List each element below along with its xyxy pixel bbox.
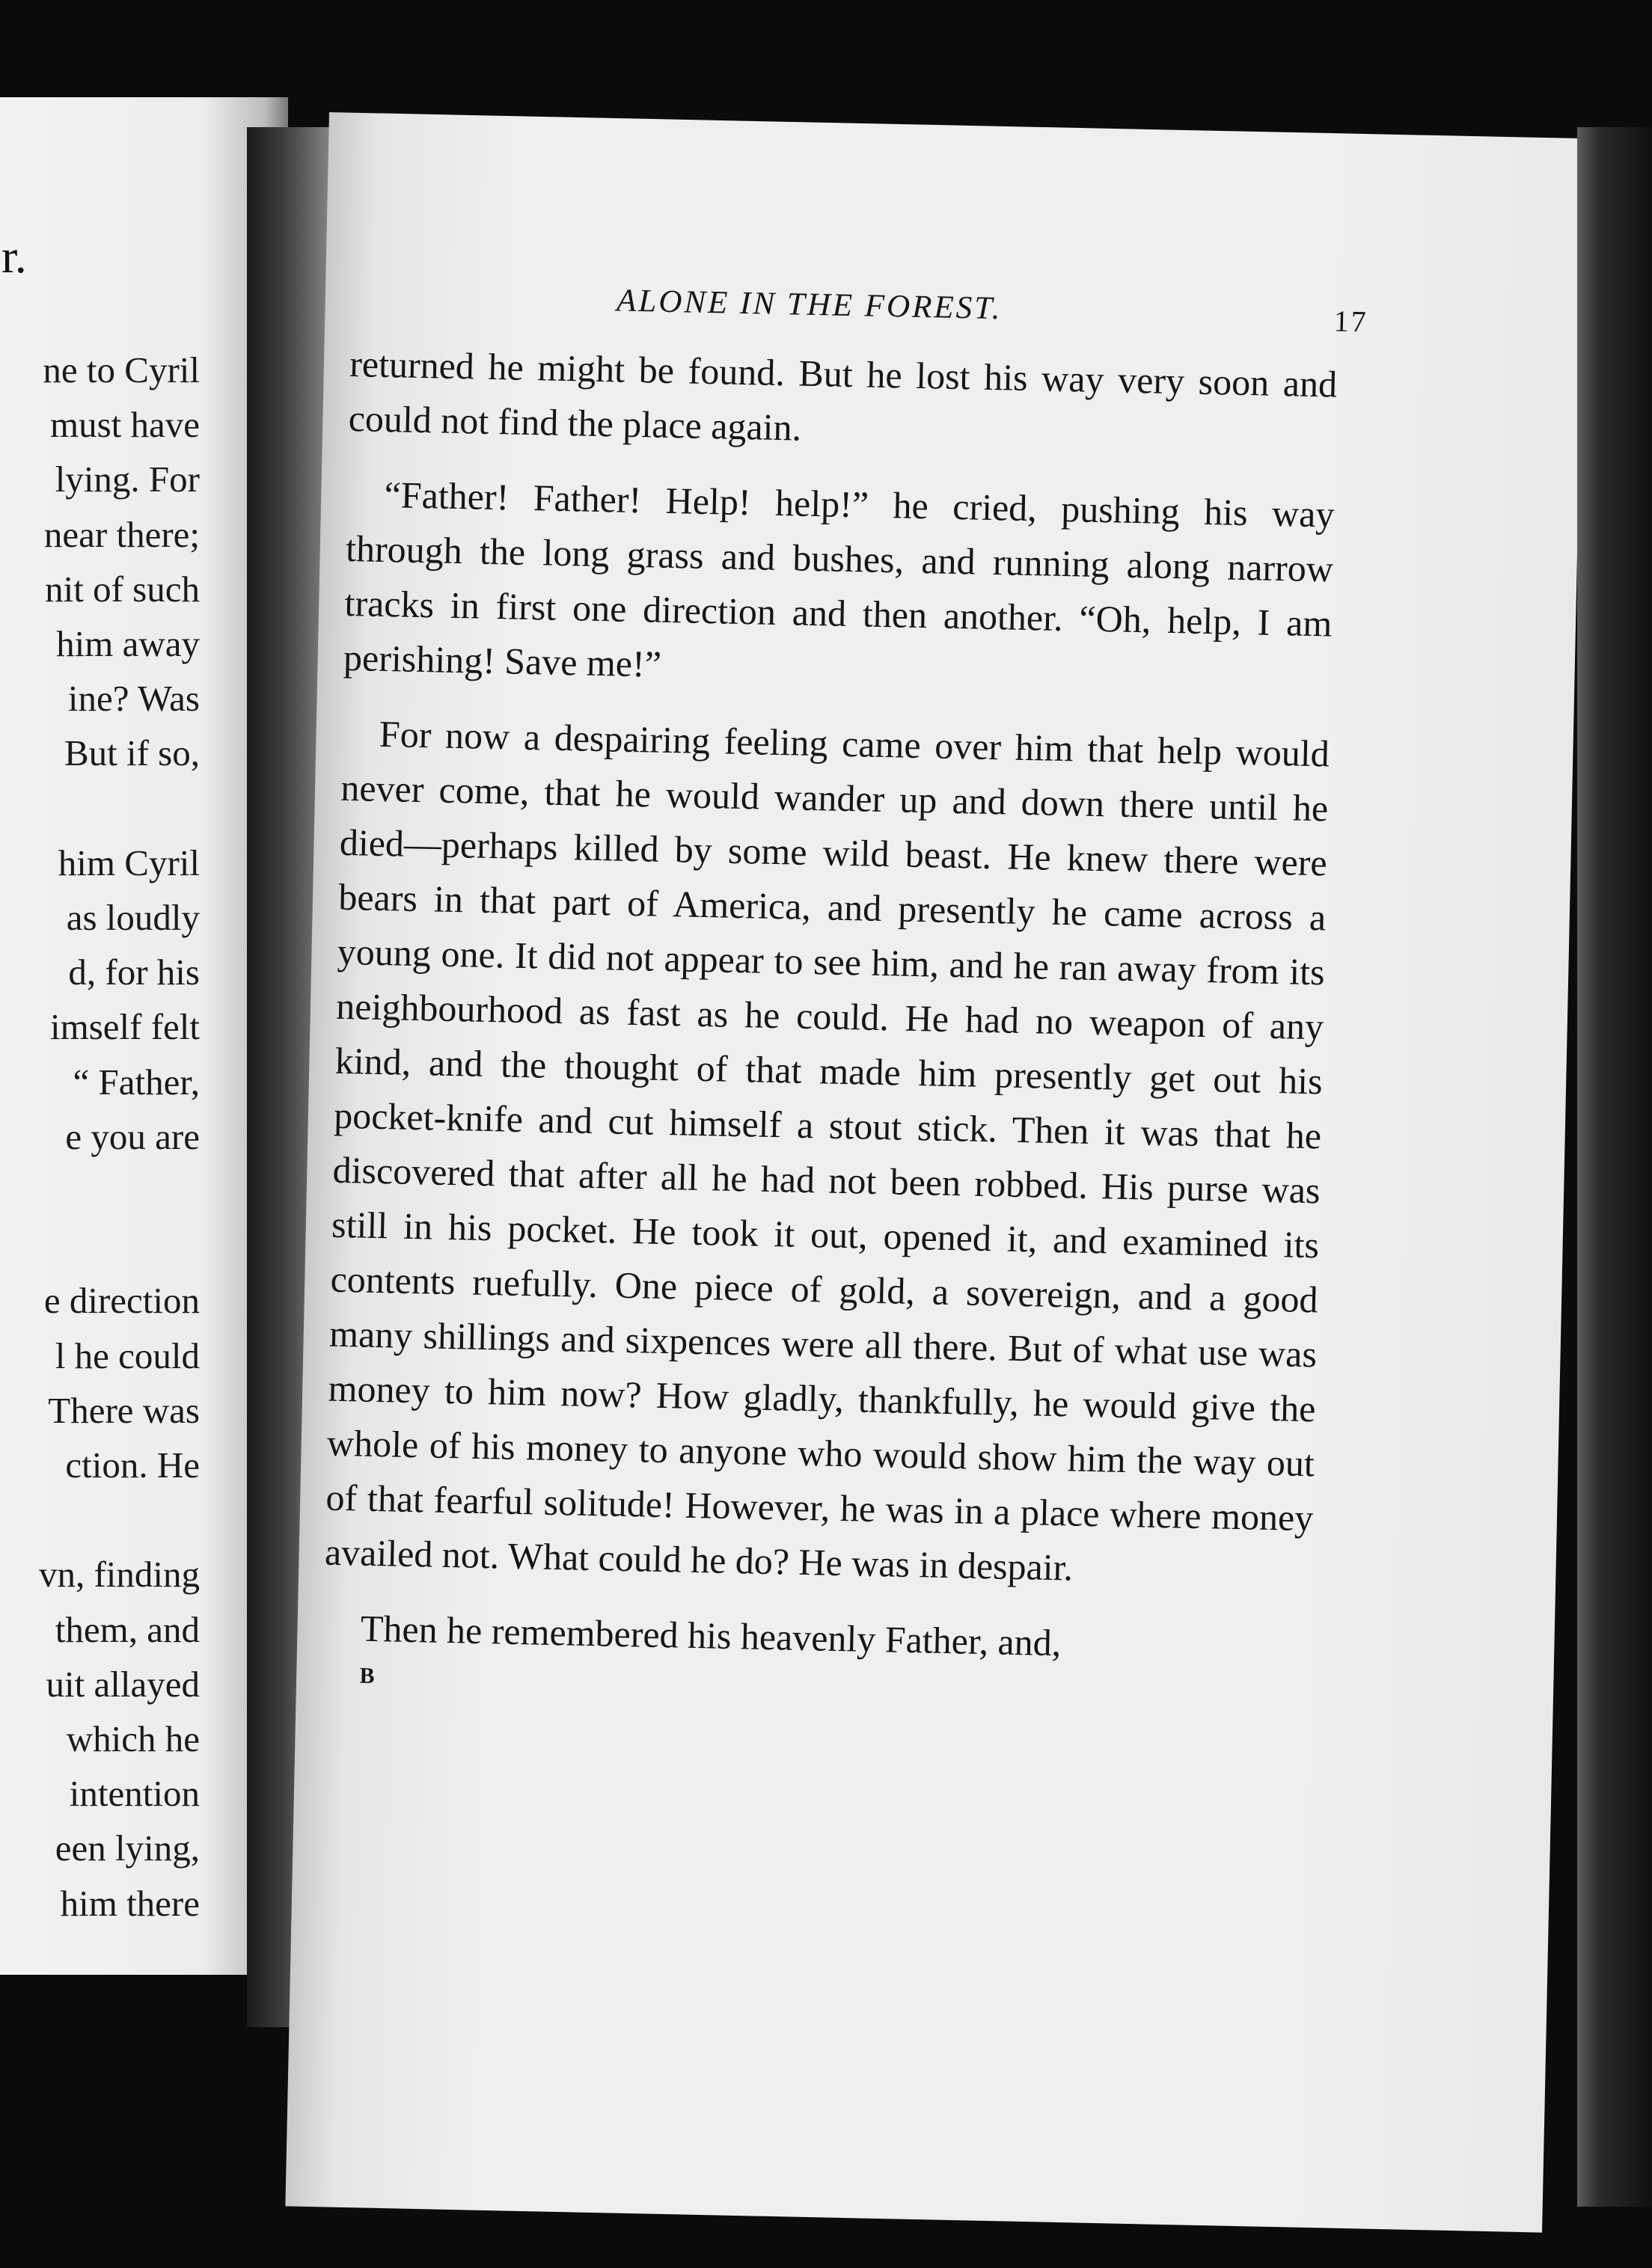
previous-page-line: e direction xyxy=(43,1280,200,1322)
previous-page-line: imself felt xyxy=(49,1006,200,1048)
paragraph: “Father! Father! Help! help!” he cried, pushing his way through the long grass and bushes, and running along narrow tracks in first one direction and then another. “Oh, help, I am perishing! Save me!” xyxy=(343,473,1336,685)
previous-page-line: “ Father, xyxy=(73,1061,200,1103)
previous-page-line: near there; xyxy=(43,513,200,555)
running-head-title: ALONE IN THE FOREST. xyxy=(616,283,1003,327)
previous-page-line: lying. For xyxy=(55,459,200,500)
book-edge xyxy=(1577,127,1652,2207)
previous-page-line: uit allayed xyxy=(46,1663,200,1705)
previous-page-line: him Cyril xyxy=(58,842,200,883)
previous-page-line: must have xyxy=(49,404,200,446)
previous-page-line: which he xyxy=(66,1718,200,1759)
paragraph: returned he might be found. But he lost his way very soon and could not find the place again. xyxy=(348,342,1338,449)
previous-page-line: ne to Cyril xyxy=(43,349,200,390)
previous-page-line: nit of such xyxy=(45,568,200,610)
previous-page xyxy=(0,97,288,1975)
previous-page-line: e you are xyxy=(65,1115,200,1157)
previous-page-line: intention xyxy=(69,1773,200,1815)
previous-page-line: vn, finding xyxy=(38,1554,200,1596)
previous-page-line: as loudly xyxy=(66,897,200,938)
previous-page-line: een lying, xyxy=(55,1827,200,1869)
page-content xyxy=(322,269,1369,1731)
previous-page-line: ine? Was xyxy=(67,678,200,720)
paragraph: For now a despairing feeling came over him that help would never come, that he would wander up and down there until he died—perhaps killed by some wild beast. He knew there were bears in that part of America, and presently he came across a young one. It did not appear to see him, and he ran away from its neighbourhood as fast as he could. He had no weapon of any kind, and the thought of that made him presently get out his pocket-knife and cut himself a stout stick. Then it was that he discovered that after all he had not been robbed. His purse was still in his pocket. He took it out, opened it, and examined its contents ruefully. One piece of gold, a sovereign, and a good many shillings and sixpences were all there. But of what use was money to him now? How gladly, thankfully, he would give the whole of his money to anyone who would show him the way out of that fearful solitude! However, he was in a place where money availed not. What could he do? He was in despair. xyxy=(324,712,1330,1589)
previous-page-line: them, and xyxy=(55,1608,200,1650)
previous-page-line: him away xyxy=(56,623,200,664)
body-text xyxy=(322,337,1338,1676)
previous-page-line: ction. He xyxy=(65,1444,200,1486)
previous-page-line: But if so, xyxy=(64,732,200,774)
previous-page-line: There was xyxy=(48,1389,200,1431)
previous-page-mark: r. xyxy=(1,230,27,283)
page-number: 17 xyxy=(1333,304,1369,339)
paragraph: Then he remembered his heavenly Father, and, xyxy=(360,1607,1062,1664)
previous-page-line: him there xyxy=(60,1882,200,1924)
previous-page-line: l he could xyxy=(55,1334,200,1376)
previous-page-line: d, for his xyxy=(68,951,200,993)
signature-letter: B xyxy=(359,1663,375,1689)
